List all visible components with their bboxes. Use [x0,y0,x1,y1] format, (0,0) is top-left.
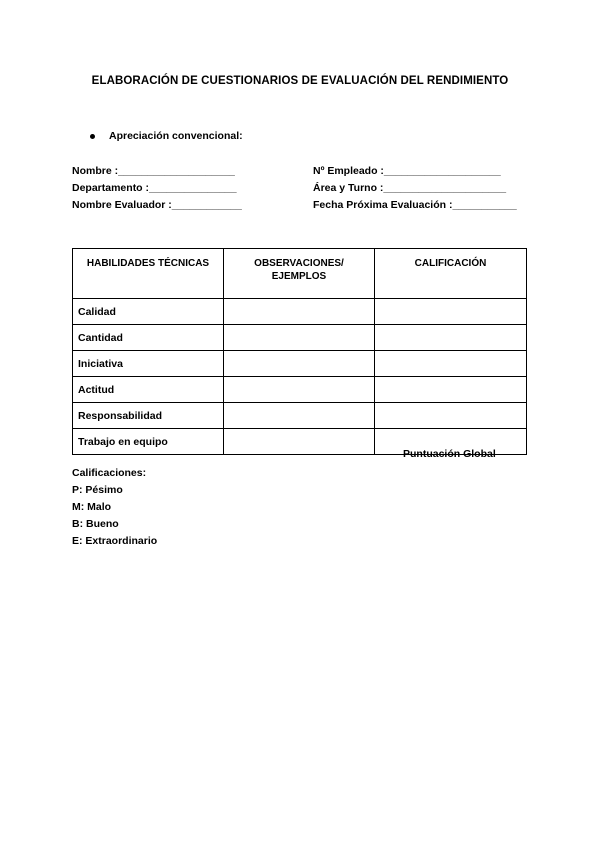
skill-cell: Trabajo en equipo [73,429,224,455]
legend-item-extraordinario: E: Extraordinario [72,535,158,547]
score-cell[interactable] [375,403,527,429]
score-cell[interactable] [375,325,527,351]
header-observaciones-label: OBSERVACIONES/ EJEMPLOS [254,258,344,282]
grading-legend [72,465,157,550]
skill-cell: Actitud [73,377,224,403]
page-title: ELABORACIÓN DE CUESTIONARIOS DE EVALUACIÓN DEL RENDIMIENTO [91,75,509,87]
legend-item-pesimo: P: Pésimo [72,484,123,496]
header-calificacion: CALIFICACIÓN [375,249,527,299]
legend-item-bueno: B: Bueno [72,518,119,530]
observations-cell[interactable] [224,351,375,377]
score-cell[interactable] [375,377,527,403]
field-departamento[interactable]: Departamento :_______________ [72,182,237,194]
observations-cell[interactable] [224,403,375,429]
observations-cell[interactable] [224,299,375,325]
table-row [73,299,527,325]
table-row [73,351,527,377]
header-habilidades: HABILIDADES TÉCNICAS [73,249,224,299]
bullet-item [90,130,243,142]
skill-cell: Responsabilidad [73,403,224,429]
field-fecha-evaluacion[interactable]: Fecha Próxima Evaluación :___________ [313,199,517,211]
skill-cell: Calidad [73,299,224,325]
field-evaluador[interactable]: Nombre Evaluador :____________ [72,199,242,211]
field-empleado[interactable]: Nº Empleado :____________________ [313,165,501,177]
legend-item-malo: M: Malo [72,501,112,513]
skill-cell: Cantidad [73,325,224,351]
legend-title: Calificaciones: [72,467,147,479]
bullet-label: Apreciación convencional: [109,130,243,142]
field-nombre[interactable]: Nombre :____________________ [72,165,235,177]
table-row [73,325,527,351]
score-cell[interactable] [375,299,527,325]
score-cell[interactable] [375,351,527,377]
field-area-turno[interactable]: Área y Turno :_____________________ [313,182,507,194]
observations-cell[interactable] [224,429,375,455]
evaluation-table [72,248,527,455]
header-observaciones [224,249,375,299]
observations-cell[interactable] [224,377,375,403]
table-row [73,377,527,403]
bullet-icon [90,134,95,139]
observations-cell[interactable] [224,325,375,351]
table-row [73,403,527,429]
table-header-row [73,249,527,299]
global-score-label: Puntuación Global [403,448,496,460]
skill-cell: Iniciativa [73,351,224,377]
